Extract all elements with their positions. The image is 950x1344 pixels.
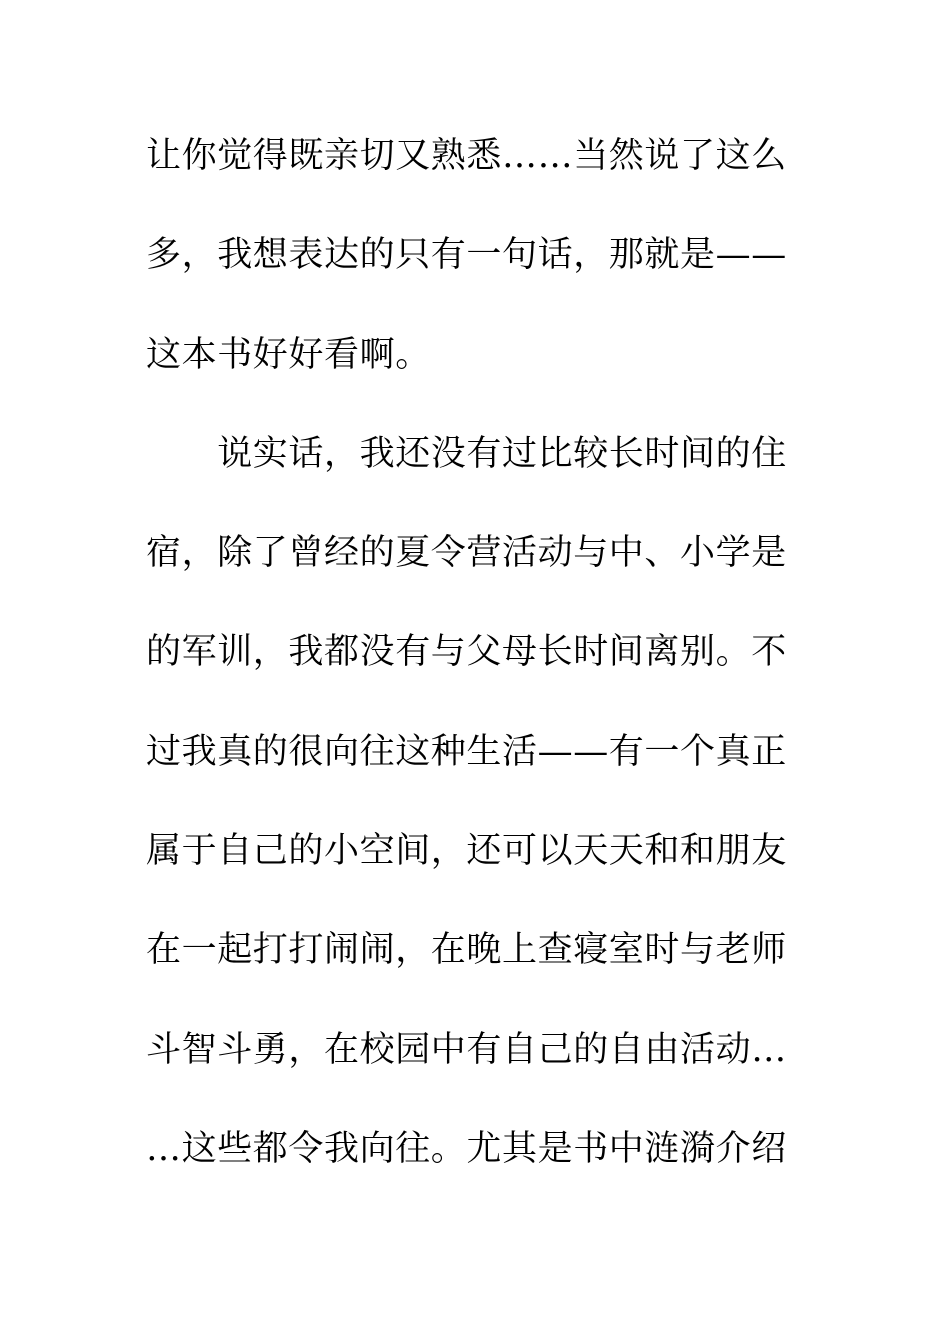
text-line: 的军训，我都没有与父母长时间离别。不 — [146, 632, 787, 673]
text-line: 斗智斗勇，在校园中有自己的自由活动… — [146, 1029, 787, 1070]
text-line: 多，我想表达的只有一句话，那就是—— — [146, 235, 787, 276]
body-text — [146, 128, 786, 1220]
text-line: 过我真的很向往这种生活——有一个真正 — [146, 731, 787, 772]
text-line: 让你觉得既亲切又熟悉……当然说了这么 — [146, 136, 787, 176]
text-line: 说实话，我还没有过比较长时间的住 — [146, 433, 787, 474]
text-line: 属于自己的小空间，还可以天天和和朋友 — [146, 831, 787, 872]
text-line: 这本书好好看啊。 — [146, 334, 431, 375]
text-line: 在一起打打闹闹，在晚上查寝室时与老师 — [146, 930, 787, 971]
text-line: 宿，除了曾经的夏令营活动与中、小学是 — [146, 533, 787, 574]
text-line: …这些都令我向往。尤其是书中涟漪介绍 — [146, 1128, 787, 1169]
